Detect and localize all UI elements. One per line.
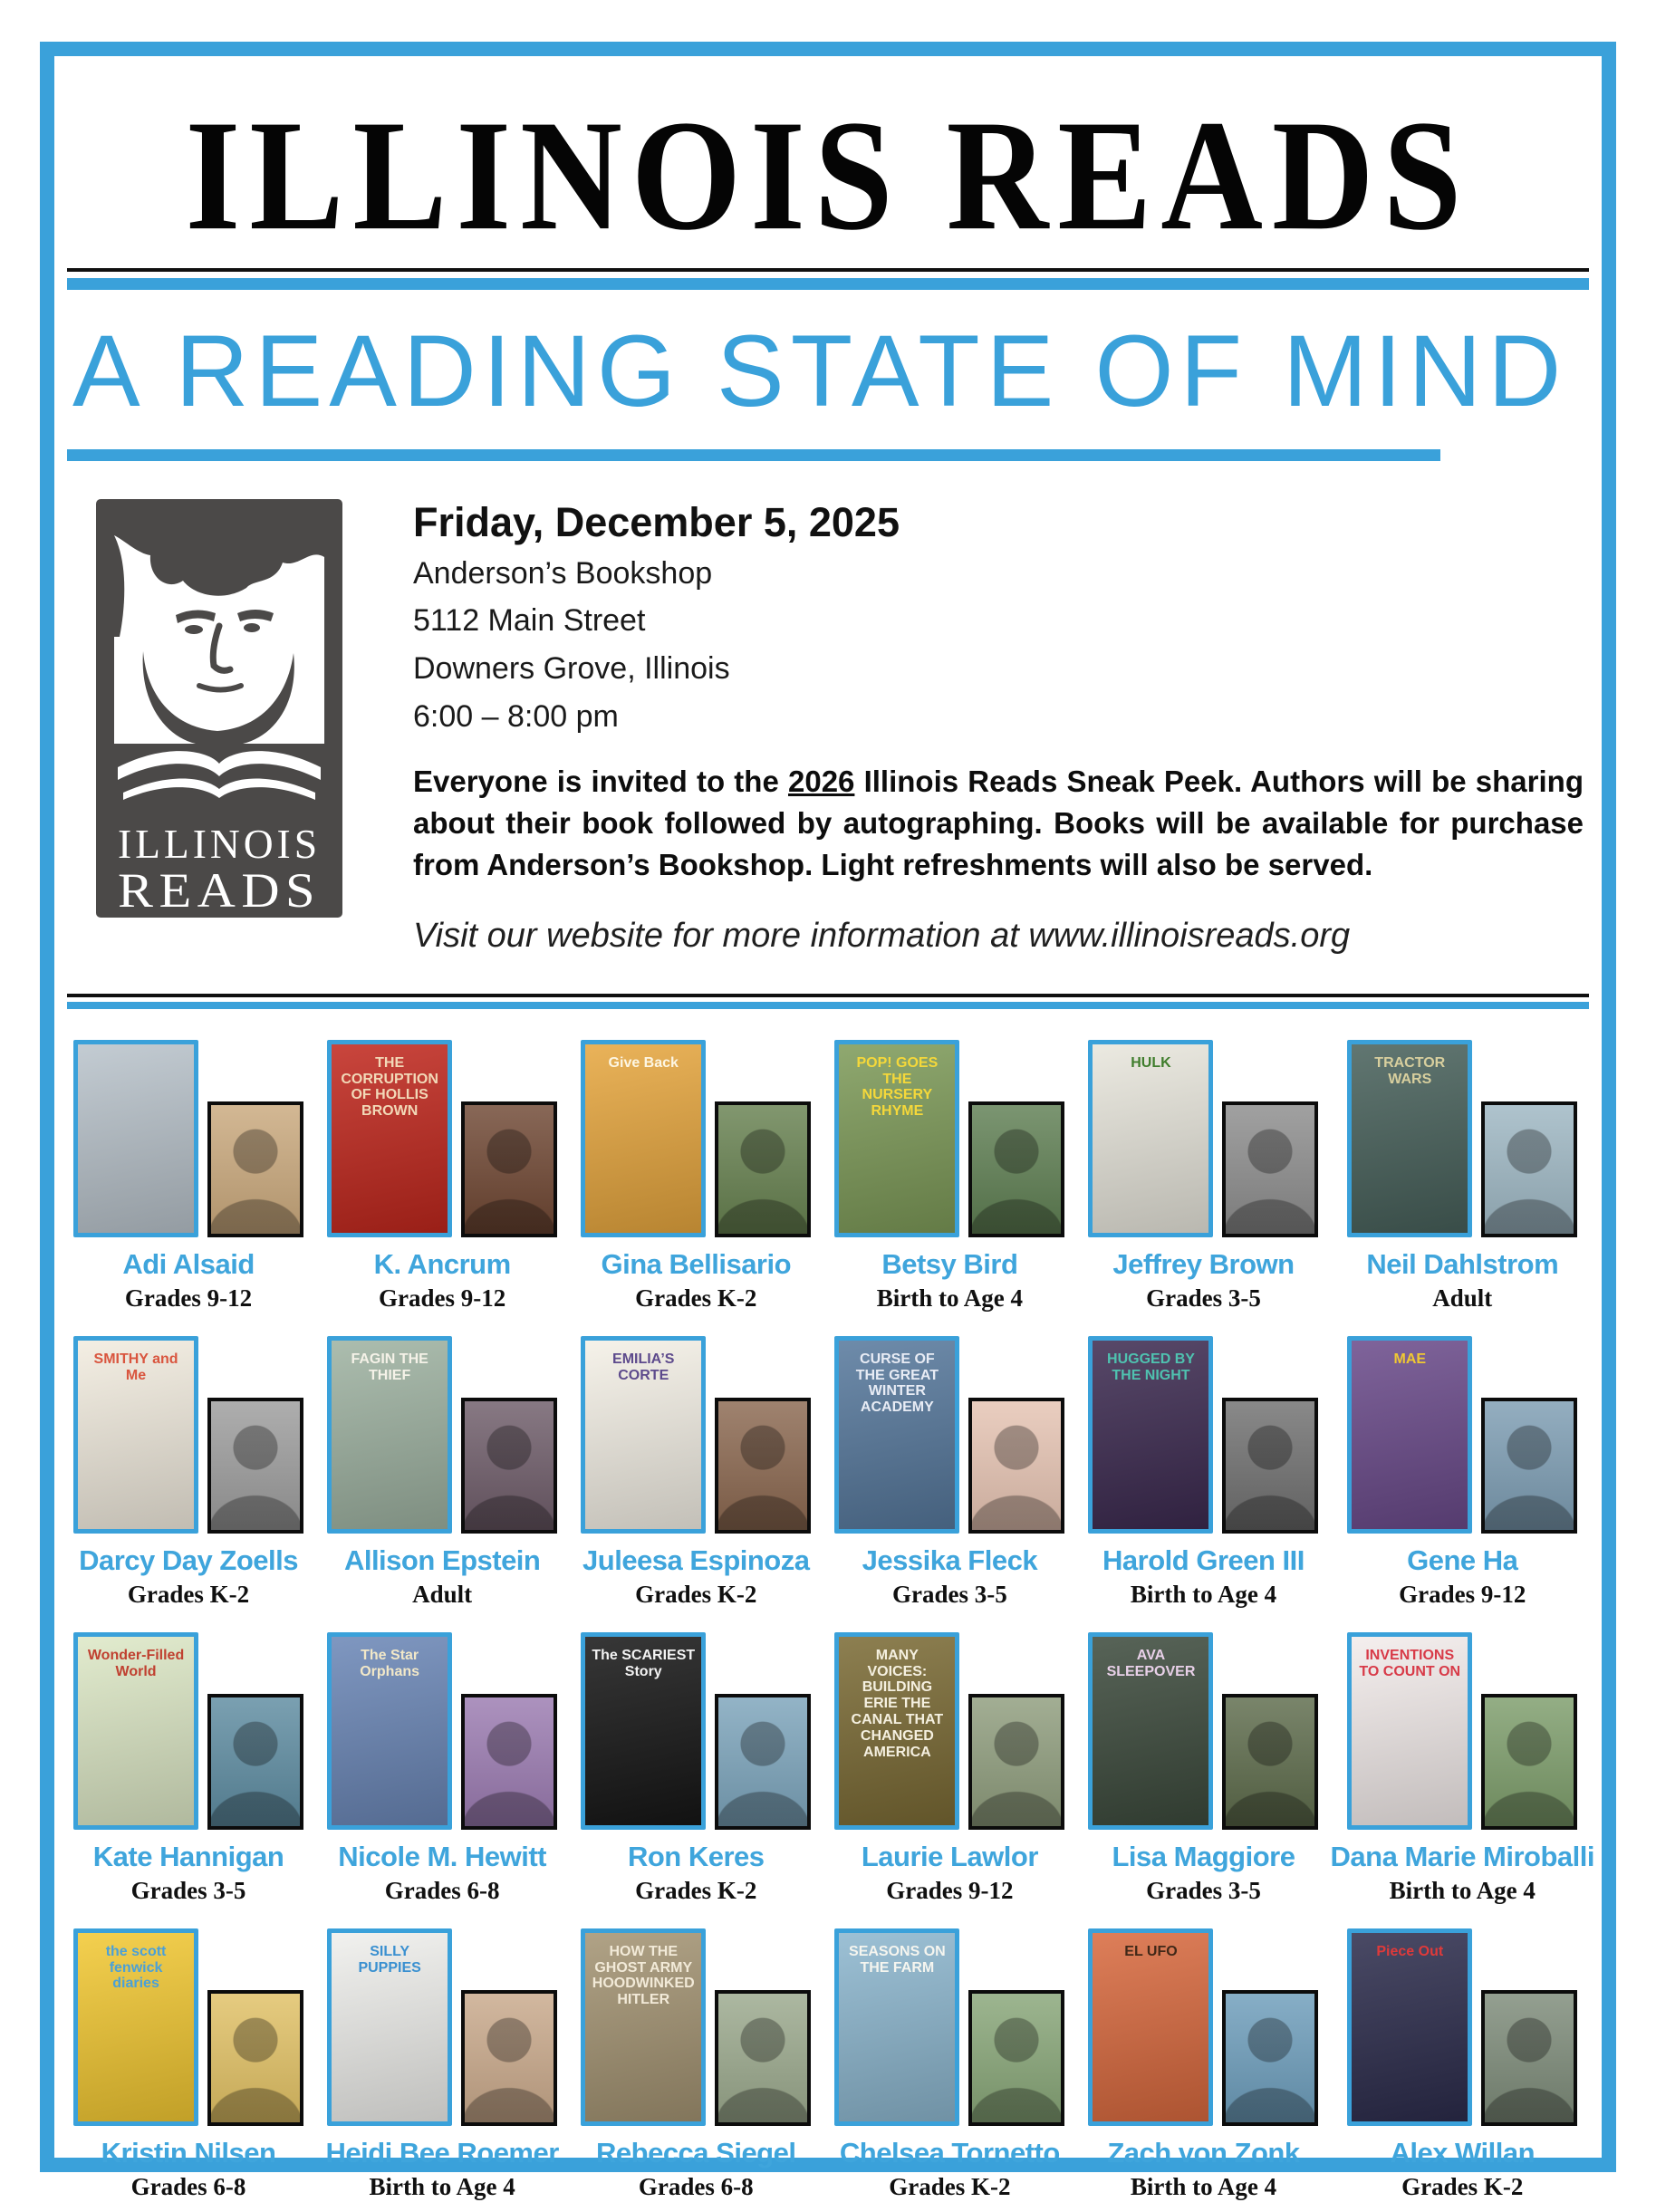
author-cell [1076, 1928, 1330, 2199]
author-images [834, 1336, 1064, 1534]
author-cell [1331, 1336, 1594, 1607]
author-cell [315, 1336, 569, 1607]
book-cover [73, 1336, 198, 1534]
author-images [1088, 1928, 1318, 2126]
book-cover-title: INVENTIONS TO COUNT ON [1359, 1647, 1461, 1679]
author-images [834, 1928, 1064, 2126]
header-divider-blue [67, 278, 1589, 290]
section-divider [62, 994, 1594, 1009]
description-year: 2026 [787, 765, 855, 799]
description-after: Illinois Reads Sneak Peek. Authors will be sharing about their book followed by autographing. Books will be available for purchase from Anderson’s Bookshop. Light refreshments will also be served. [413, 765, 1584, 882]
author-grade: Grades K-2 [1401, 2172, 1524, 2200]
author-grade: Grades 6-8 [384, 1876, 500, 1904]
book-cover [834, 1336, 959, 1534]
author-images [327, 1632, 557, 1830]
website-note: Visit our website for more information at www.illinoisreads.org [413, 916, 1351, 955]
author-cell [1331, 1040, 1594, 1311]
author-images [73, 1040, 303, 1237]
author-grade: Grades K-2 [635, 1580, 757, 1608]
author-name: Nicole M. Hewitt [338, 1840, 546, 1872]
author-grade: Grades 6-8 [130, 2172, 246, 2200]
author-cell [823, 1632, 1076, 1903]
book-cover [73, 1040, 198, 1237]
author-cell [569, 1928, 823, 2199]
author-grid [62, 1040, 1594, 2199]
author-photo [715, 1398, 811, 1534]
section-divider-blue [67, 1002, 1589, 1009]
author-images [327, 1336, 557, 1534]
author-grade: Birth to Age 4 [1130, 2172, 1277, 2200]
author-photo [207, 1101, 303, 1237]
book-cover [1088, 1336, 1213, 1534]
page-subtitle: A READING STATE OF MIND [72, 313, 1568, 428]
book-cover [1088, 1632, 1213, 1830]
author-cell [315, 1632, 569, 1903]
author-grade: Grades K-2 [635, 1876, 757, 1904]
author-images [1347, 1336, 1577, 1534]
book-cover-title: TRACTOR WARS [1374, 1054, 1446, 1087]
author-name: Allison Epstein [343, 1544, 541, 1576]
event-description [413, 761, 1584, 887]
author-cell [62, 1928, 315, 2199]
book-cover [834, 1040, 959, 1237]
book-cover-title: SMITHY and Me [93, 1351, 178, 1383]
book-cover-title: HUGGED BY THE NIGHT [1107, 1351, 1195, 1383]
book-cover [581, 1040, 706, 1237]
author-name: Ron Keres [627, 1840, 765, 1872]
event-city: Downers Grove, Illinois [413, 651, 730, 687]
author-name: Zach von Zonk [1107, 2136, 1300, 2169]
author-photo [1222, 1101, 1318, 1237]
author-cell [569, 1336, 823, 1607]
author-photo [1222, 1990, 1318, 2126]
book-cover [1347, 1040, 1472, 1237]
author-images [73, 1632, 303, 1830]
author-cell [569, 1040, 823, 1311]
author-photo [968, 1990, 1064, 2126]
author-images [73, 1336, 303, 1534]
book-cover-title: HOW THE GHOST ARMY HOODWINKED HITLER [592, 1943, 695, 2008]
author-grade: Grades 3-5 [130, 1876, 246, 1904]
author-photo [968, 1694, 1064, 1830]
author-grade: Grades 9-12 [379, 1284, 506, 1312]
author-name: Dana Marie Miroballi [1330, 1840, 1594, 1872]
author-name: Darcy Day Zoells [79, 1544, 298, 1576]
author-grade: Grades K-2 [127, 1580, 250, 1608]
author-photo [207, 1398, 303, 1534]
author-images [581, 1336, 811, 1534]
author-images [1088, 1040, 1318, 1237]
author-cell [315, 1040, 569, 1311]
author-grade: Grades 9-12 [124, 1284, 253, 1312]
book-cover-title [78, 1044, 194, 1055]
book-cover-title: EMILIA’S CORTE [612, 1351, 675, 1383]
author-name: Rebecca Siegel [596, 2136, 796, 2169]
book-cover-title: The SCARIEST Story [592, 1647, 696, 1679]
author-images [581, 1928, 811, 2126]
subtitle-divider-blue [67, 449, 1440, 461]
author-images [73, 1928, 303, 2126]
author-images [834, 1040, 1064, 1237]
author-photo [715, 1101, 811, 1237]
author-cell [569, 1632, 823, 1903]
author-name: Juleesa Espinoza [582, 1544, 810, 1576]
author-grade: Birth to Age 4 [1389, 1876, 1536, 1904]
author-cell [62, 1336, 315, 1607]
author-cell [823, 1040, 1076, 1311]
author-grade: Birth to Age 4 [876, 1284, 1023, 1312]
book-cover [834, 1632, 959, 1830]
author-grade: Adult [412, 1580, 473, 1608]
author-grade: Grades K-2 [635, 1284, 757, 1312]
section-divider-black [67, 994, 1589, 997]
author-name: Harold Green III [1102, 1544, 1305, 1576]
author-images [1347, 1632, 1577, 1830]
illinois-reads-logo [96, 499, 342, 918]
book-cover-title: SEASONS ON THE FARM [849, 1943, 946, 1976]
author-photo [1481, 1101, 1577, 1237]
author-cell [823, 1336, 1076, 1607]
book-cover [581, 1928, 706, 2126]
event-venue: Anderson’s Bookshop [413, 555, 713, 591]
author-grade: Grades 3-5 [1146, 1876, 1261, 1904]
author-grade: Grades 9-12 [886, 1876, 1014, 1904]
author-cell [1076, 1040, 1330, 1311]
author-photo [1222, 1398, 1318, 1534]
author-name: Gene Ha [1407, 1544, 1518, 1576]
author-cell [62, 1632, 315, 1903]
book-cover-title: EL UFO [1124, 1943, 1178, 1959]
author-photo [715, 1990, 811, 2126]
author-cell [1076, 1632, 1330, 1903]
author-photo [968, 1101, 1064, 1237]
author-cell [1331, 1632, 1594, 1903]
author-cell [823, 1928, 1076, 2199]
author-cell [1076, 1336, 1330, 1607]
book-cover-title: Piece Out [1376, 1943, 1444, 1959]
author-name: Betsy Bird [881, 1247, 1018, 1280]
author-images [581, 1632, 811, 1830]
event-info-section [62, 499, 1594, 956]
author-grade: Grades 6-8 [638, 2172, 754, 2200]
book-cover-title: HULK [1131, 1054, 1171, 1071]
book-cover-title: MAE [1393, 1351, 1427, 1367]
book-cover [1347, 1928, 1472, 2126]
book-cover [327, 1928, 452, 2126]
author-name: Adi Alsaid [122, 1247, 255, 1280]
author-images [581, 1040, 811, 1237]
author-images [1347, 1928, 1577, 2126]
book-cover [327, 1040, 452, 1237]
author-images [834, 1632, 1064, 1830]
author-photo [461, 1101, 557, 1237]
author-cell [315, 1928, 569, 2199]
author-photo [715, 1694, 811, 1830]
author-name: Jessika Fleck [862, 1544, 1038, 1576]
author-photo [968, 1398, 1064, 1534]
book-cover [1088, 1928, 1213, 2126]
description-before: Everyone is invited to the [413, 765, 788, 799]
author-photo [461, 1398, 557, 1534]
event-street: 5112 Main Street [413, 603, 646, 639]
book-cover-title: POP! GOES THE NURSERY RHYME [856, 1054, 939, 1120]
author-name: Neil Dahlstrom [1366, 1247, 1559, 1280]
book-cover [581, 1632, 706, 1830]
author-photo [1481, 1694, 1577, 1830]
author-grade: Birth to Age 4 [1130, 1580, 1277, 1608]
book-cover [1347, 1632, 1472, 1830]
author-images [327, 1040, 557, 1237]
author-name: K. Ancrum [373, 1247, 511, 1280]
book-cover [73, 1928, 198, 2126]
author-photo [461, 1990, 557, 2126]
book-cover [1347, 1336, 1472, 1534]
book-cover-title: Give Back [608, 1054, 679, 1071]
book-cover-title: The Star Orphans [360, 1647, 420, 1679]
author-images [327, 1928, 557, 2126]
book-cover-title: AVA SLEEPOVER [1106, 1647, 1196, 1679]
author-cell [62, 1040, 315, 1311]
author-cell [1331, 1928, 1594, 2199]
author-grade: Adult [1432, 1284, 1493, 1312]
author-grade: Grades 3-5 [892, 1580, 1007, 1608]
book-cover-title: Wonder-Filled World [87, 1647, 185, 1679]
logo-text-reads: READS [118, 862, 321, 918]
page-title: ILLINOIS READS [185, 87, 1471, 264]
flyer-frame [40, 42, 1616, 2200]
author-name: Lisa Maggiore [1112, 1840, 1295, 1872]
author-name: Heidi Bee Roemer [325, 2136, 559, 2169]
author-name: Kate Hannigan [92, 1840, 284, 1872]
book-cover [1088, 1040, 1213, 1237]
author-name: Kristin Nilsen [101, 2136, 276, 2169]
book-cover [73, 1632, 198, 1830]
event-time: 6:00 – 8:00 pm [413, 699, 619, 735]
author-grade: Grades 3-5 [1146, 1284, 1261, 1312]
header-divider-black [67, 268, 1589, 272]
author-grade: Grades 9-12 [1399, 1580, 1526, 1608]
book-cover-title: THE CORRUPTION OF HOLLIS BROWN [341, 1054, 438, 1120]
event-date: Friday, December 5, 2025 [413, 498, 900, 545]
author-photo [1222, 1694, 1318, 1830]
author-photo [1481, 1990, 1577, 2126]
author-name: Gina Bellisario [601, 1247, 792, 1280]
author-name: Alex Willan [1390, 2136, 1536, 2169]
book-cover-title: CURSE OF THE GREAT WINTER ACADEMY [855, 1351, 939, 1416]
author-name: Laurie Lawlor [861, 1840, 1038, 1872]
author-photo [1481, 1398, 1577, 1534]
author-photo [461, 1694, 557, 1830]
book-cover [581, 1336, 706, 1534]
book-cover-title: the scott fenwick diaries [105, 1943, 167, 1992]
book-cover [327, 1632, 452, 1830]
book-cover-title: FAGIN THE THIEF [351, 1351, 428, 1383]
author-photo [207, 1694, 303, 1830]
author-grade: Birth to Age 4 [369, 2172, 515, 2200]
book-cover-title: SILLY PUPPIES [358, 1943, 421, 1976]
book-cover [834, 1928, 959, 2126]
author-name: Jeffrey Brown [1112, 1247, 1295, 1280]
author-photo [207, 1990, 303, 2126]
author-name: Chelsea Tornetto [839, 2136, 1060, 2169]
author-images [1088, 1632, 1318, 1830]
book-cover [327, 1336, 452, 1534]
author-images [1347, 1040, 1577, 1237]
book-cover-title: MANY VOICES: BUILDING ERIE THE CANAL THAT CHANGED AMERICA [851, 1647, 944, 1761]
author-images [1088, 1336, 1318, 1534]
author-grade: Grades K-2 [889, 2172, 1011, 2200]
logo-text-illinois: ILLINOIS [118, 820, 321, 867]
event-details [413, 499, 1584, 956]
